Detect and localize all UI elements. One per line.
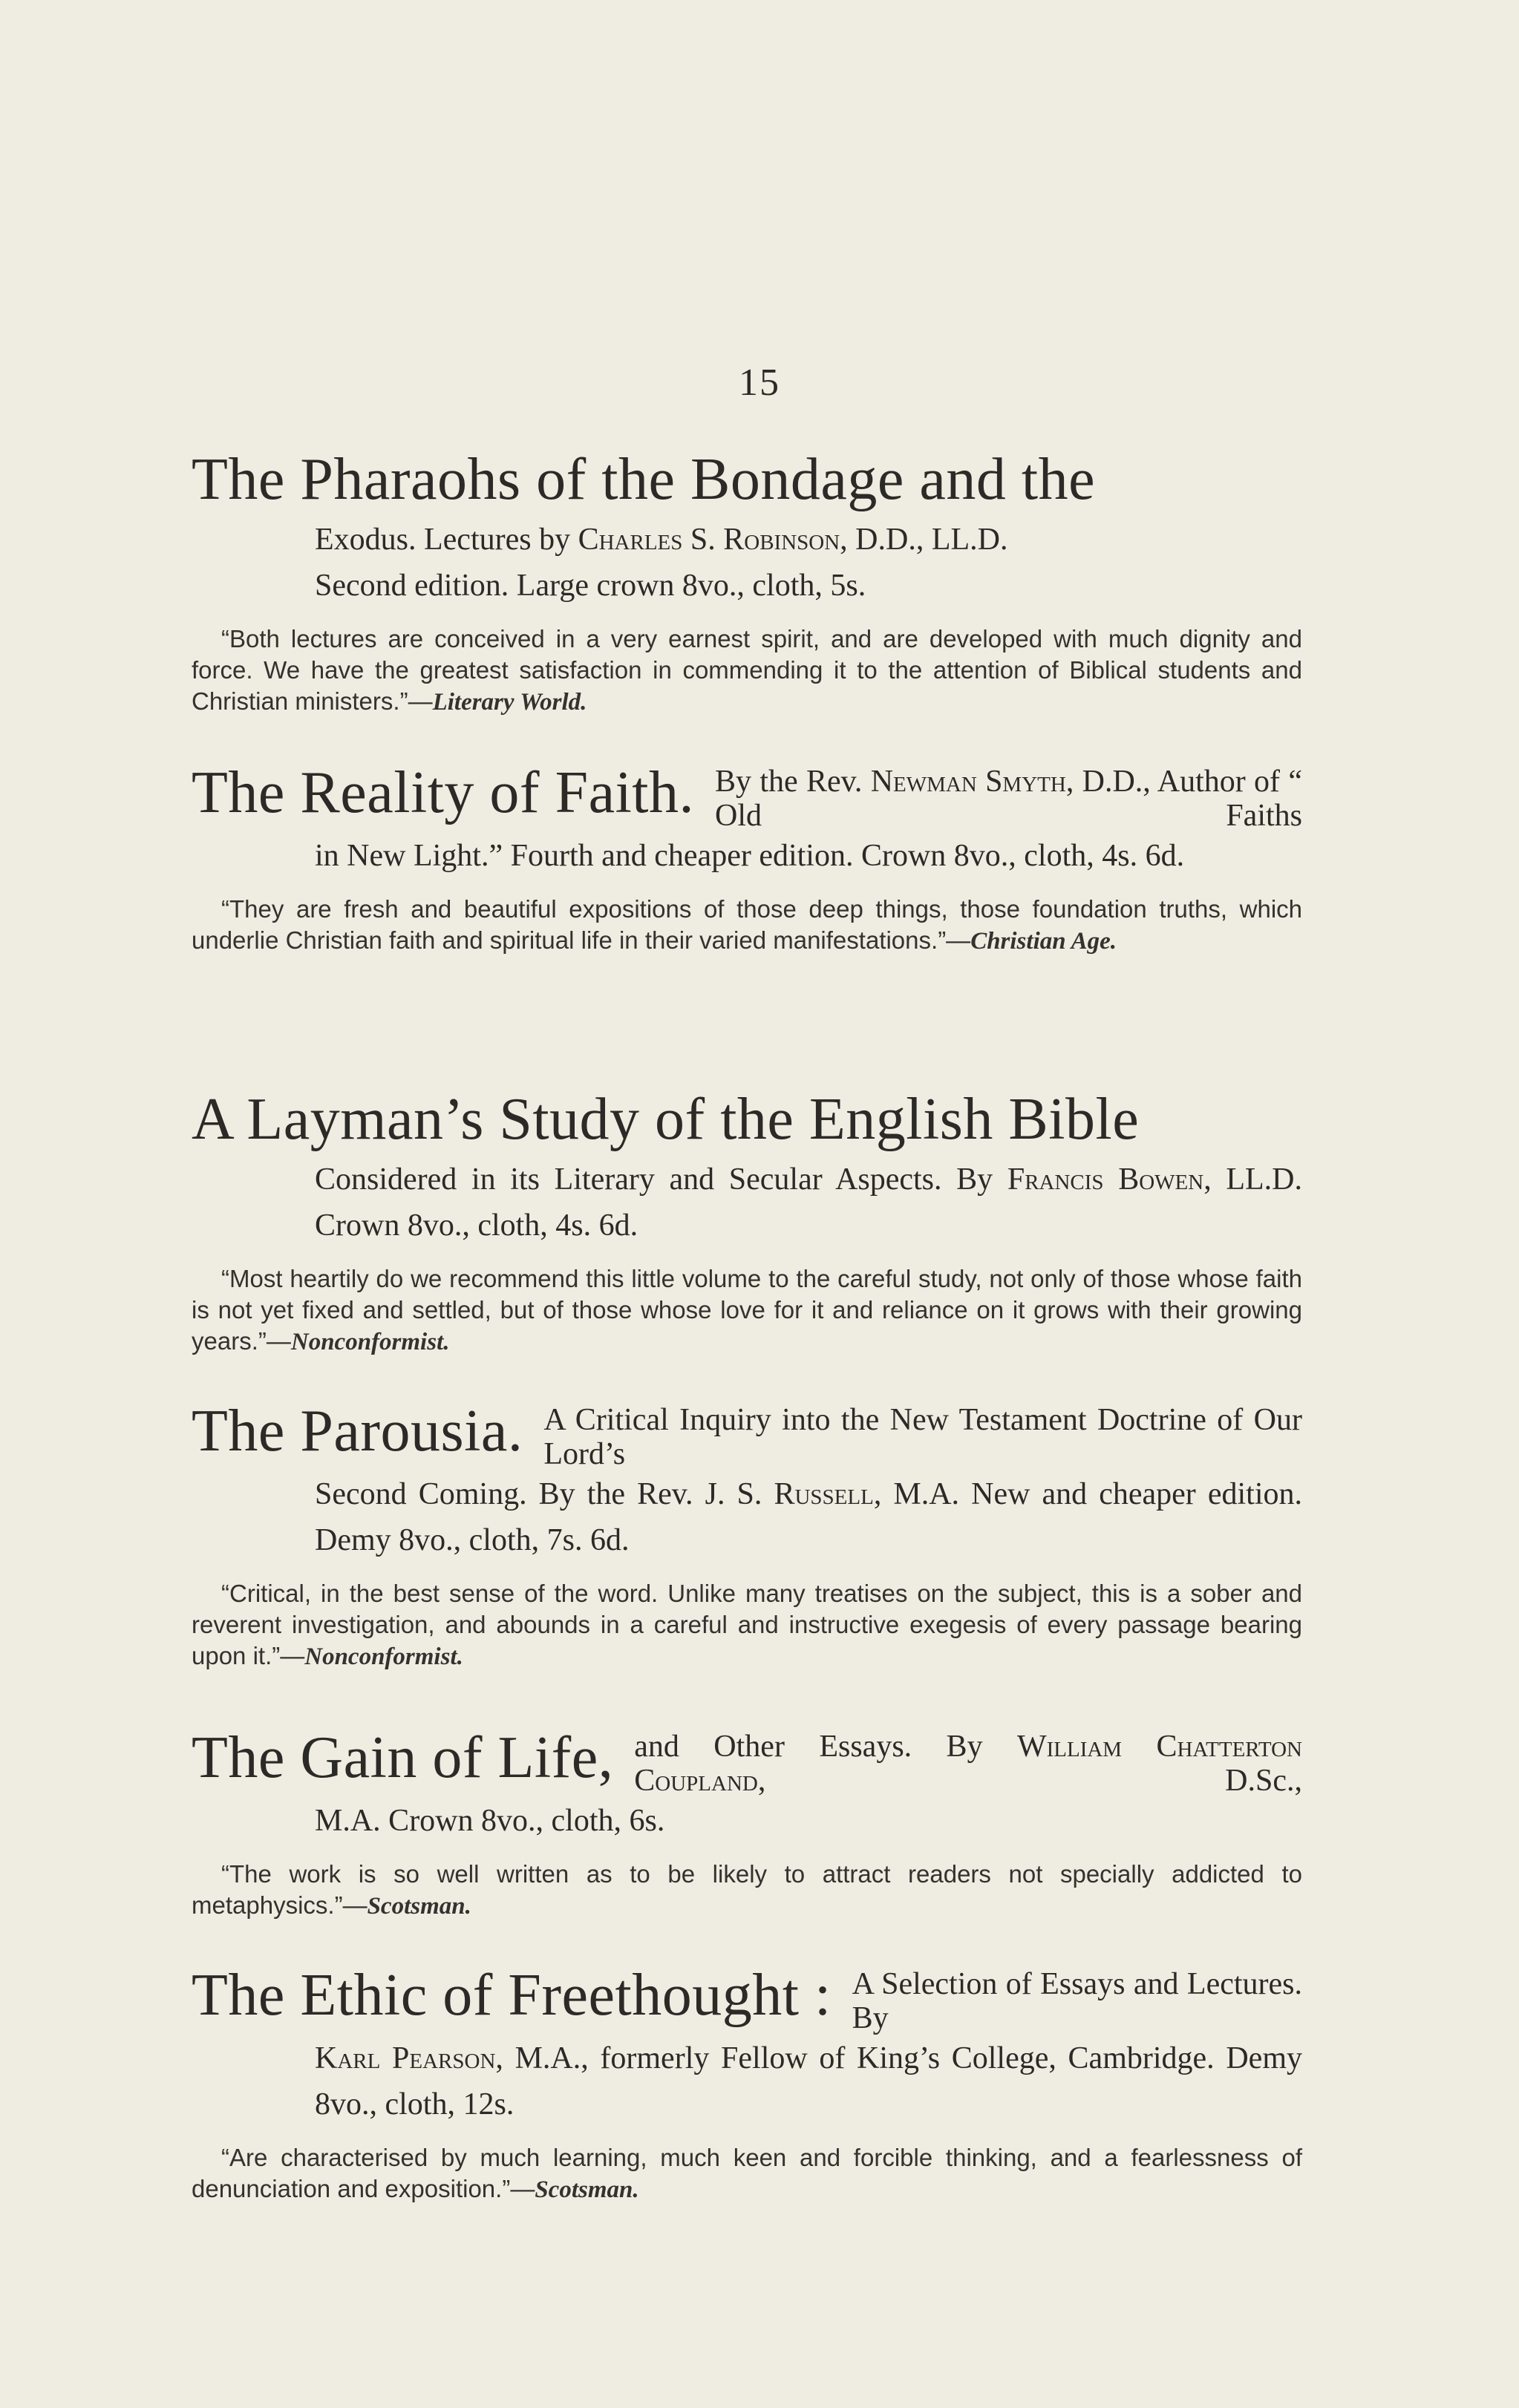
book-description: Second Coming. By the Rev. J. S. Russell, M.A. New and cheaper edition. Demy 8vo., cloth, 7s. 6d. — [315, 1477, 1302, 1557]
book-subtitle: A Selection of Essays and Lectures. By — [852, 1967, 1302, 2035]
book-description: Exodus. Lectures by Charles S. Robinson, D.D., LL.D. Second edition. Large crown 8vo., cloth, 5s. — [315, 523, 1008, 603]
book-entry-ethic-of-freethought — [192, 1960, 1302, 2205]
book-author-line: and Other Essays. By William Chatterton Coupland, D.Sc., — [634, 1730, 1302, 1798]
review-quote: “The work is so well written as to be likely to attract readers not specially addicted to metaphysics.”—Scotsman. — [192, 1860, 1302, 1920]
review-quote: “Critical, in the best sense of the word. Unlike many treatises on the subject, this is a sober and reverent investigation, and abounds in a careful and instructive exegesis of every passage bearing upon it.”—Nonconformist. — [192, 1580, 1302, 1670]
book-entry-gain-of-life — [192, 1722, 1302, 1922]
review-quote: “Are characterised by much learning, much keen and forcible thinking, and a fearlessness of denunciation and exposition.”—Scotsman. — [192, 2144, 1302, 2203]
book-subtitle: A Critical Inquiry into the New Testament Doctrine of Our Lord’s — [543, 1403, 1302, 1471]
page-number: 15 — [739, 361, 780, 404]
book-title: A Layman’s Study of the English Bible — [192, 1087, 1140, 1152]
book-entry-pharaohs — [192, 444, 1302, 718]
book-entry-parousia — [192, 1396, 1302, 1672]
book-title: The Gain of Life, — [192, 1725, 614, 1790]
review-quote: “Both lectures are conceived in a very earnest spirit, and are developed with much dignity and force. We have the greatest satisfaction in commending it to the attention of Biblical students and Christian ministers.”—Literary World. — [192, 625, 1302, 716]
book-entry-laymans-study — [192, 1084, 1302, 1358]
review-quote: “They are fresh and beautiful expositions of those deep things, those foundation truths, which underlie Christian faith and spiritual life in their varied manifestations.”—Christian Age. — [192, 895, 1302, 955]
book-description: Karl Pearson, M.A., formerly Fellow of King’s College, Cambridge. Demy 8vo., cloth, 12s. — [315, 2041, 1302, 2121]
book-title: The Ethic of Freethought : — [192, 1963, 832, 2028]
book-title: The Reality of Faith. — [192, 760, 695, 825]
book-title: The Parousia. — [192, 1398, 523, 1464]
book-entry-reality-of-faith — [192, 757, 1302, 957]
book-description: M.A. Crown 8vo., cloth, 6s. — [315, 1804, 665, 1838]
book-title: The Pharaohs of the Bondage and the — [192, 447, 1096, 512]
book-author-line: By the Rev. Newman Smyth, D.D., Author of “ Old Faiths — [715, 765, 1302, 833]
book-description: in New Light.” Fourth and cheaper edition. Crown 8vo., cloth, 4s. 6d. — [315, 839, 1185, 873]
review-quote: “Most heartily do we recommend this little volume to the careful study, not only of those whose faith is not yet fixed and settled, but of those whose love for it and reliance on it grows with their growing years.”—Nonconformist. — [192, 1265, 1302, 1355]
book-description: Considered in its Literary and Secular Aspects. By Francis Bowen, LL.D. Crown 8vo., cloth, 4s. 6d. — [315, 1162, 1302, 1243]
